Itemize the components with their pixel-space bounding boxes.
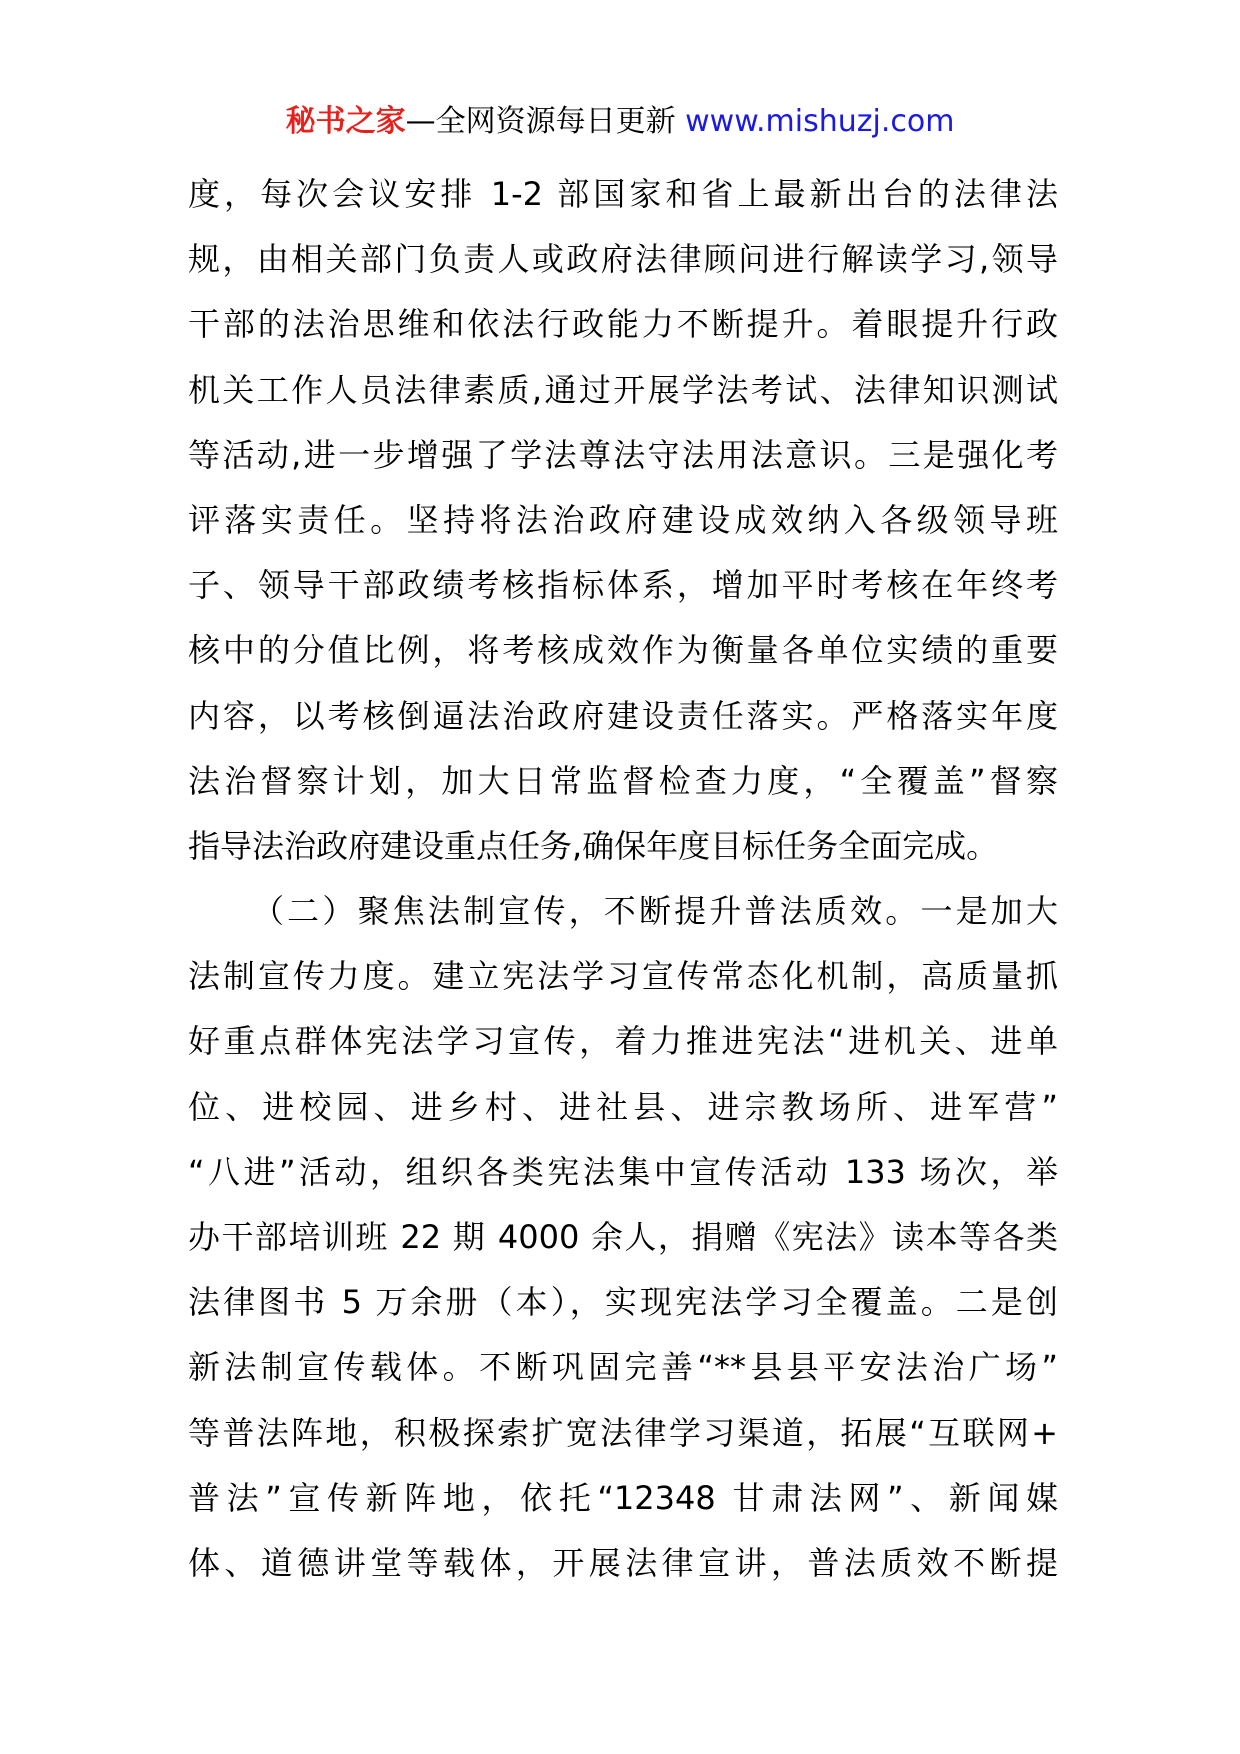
text-line: 法治督察计划，加大日常监督检查力度，“全覆盖”督察	[188, 761, 1058, 800]
text-line: 机关工作人员法律素质,通过开展学法考试、法律知识测试	[188, 370, 1058, 409]
text-line: 好重点群体宪法学习宣传，着力推进宪法“进机关、进单	[188, 1022, 1058, 1061]
text-line: 规，由相关部门负责人或政府法律顾问进行解读学习,领导	[188, 240, 1058, 279]
text-line: 普法”宣传新阵地，依托“12348 甘肃法网”、新闻媒	[188, 1478, 1058, 1517]
site-header	[0, 100, 1240, 144]
site-slogan: —全网资源每日更新	[405, 104, 676, 139]
text-line: 等普法阵地，积极探索扩宽法律学习渠道，拓展“互联网+	[188, 1413, 1058, 1452]
text-line: 法律图书 5 万余册（本），实现宪法学习全覆盖。二是创	[188, 1283, 1058, 1322]
site-brand: 秘书之家	[285, 104, 406, 139]
text-line: 度，每次会议安排 1-2 部国家和省上最新出台的法律法	[188, 175, 1058, 213]
site-url-link[interactable]: www.mishuzj.com	[685, 104, 955, 139]
text-line: 指导法治政府建设重点任务,确保年度目标任务全面完成。	[188, 826, 999, 865]
text-line: 干部的法治思维和依法行政能力不断提升。着眼提升行政	[188, 305, 1058, 344]
text-line: 内容，以考核倒逼法治政府建设责任落实。严格落实年度	[188, 696, 1058, 735]
text-line: 法制宣传力度。建立宪法学习宣传常态化机制，高质量抓	[188, 957, 1058, 996]
text-line: 核中的分值比例，将考核成效作为衡量各单位实绩的重要	[188, 631, 1058, 670]
text-line: 办干部培训班 22 期 4000 余人，捐赠《宪法》读本等各类	[188, 1218, 1058, 1256]
paragraph-start-line: （二）聚焦法制宣传，不断提升普法质效。一是加大	[252, 892, 1058, 931]
document-body	[188, 162, 1058, 1596]
text-line: 评落实责任。坚持将法治政府建设成效纳入各级领导班	[188, 500, 1058, 539]
text-line: 体、道德讲堂等载体，开展法律宣讲，普法质效不断提	[188, 1543, 1058, 1582]
text-line: “八进”活动，组织各类宪法集中宣传活动 133 场次，举	[188, 1152, 1058, 1191]
text-line: 子、领导干部政绩考核指标体系，增加平时考核在年终考	[188, 566, 1058, 605]
text-line: 位、进校园、进乡村、进社县、进宗教场所、进军营”	[188, 1087, 1058, 1126]
text-line: 新法制宣传载体。不断巩固完善“**县县平安法治广场”	[188, 1348, 1058, 1387]
text-line: 等活动,进一步增强了学法尊法守法用法意识。三是强化考	[188, 435, 1058, 474]
